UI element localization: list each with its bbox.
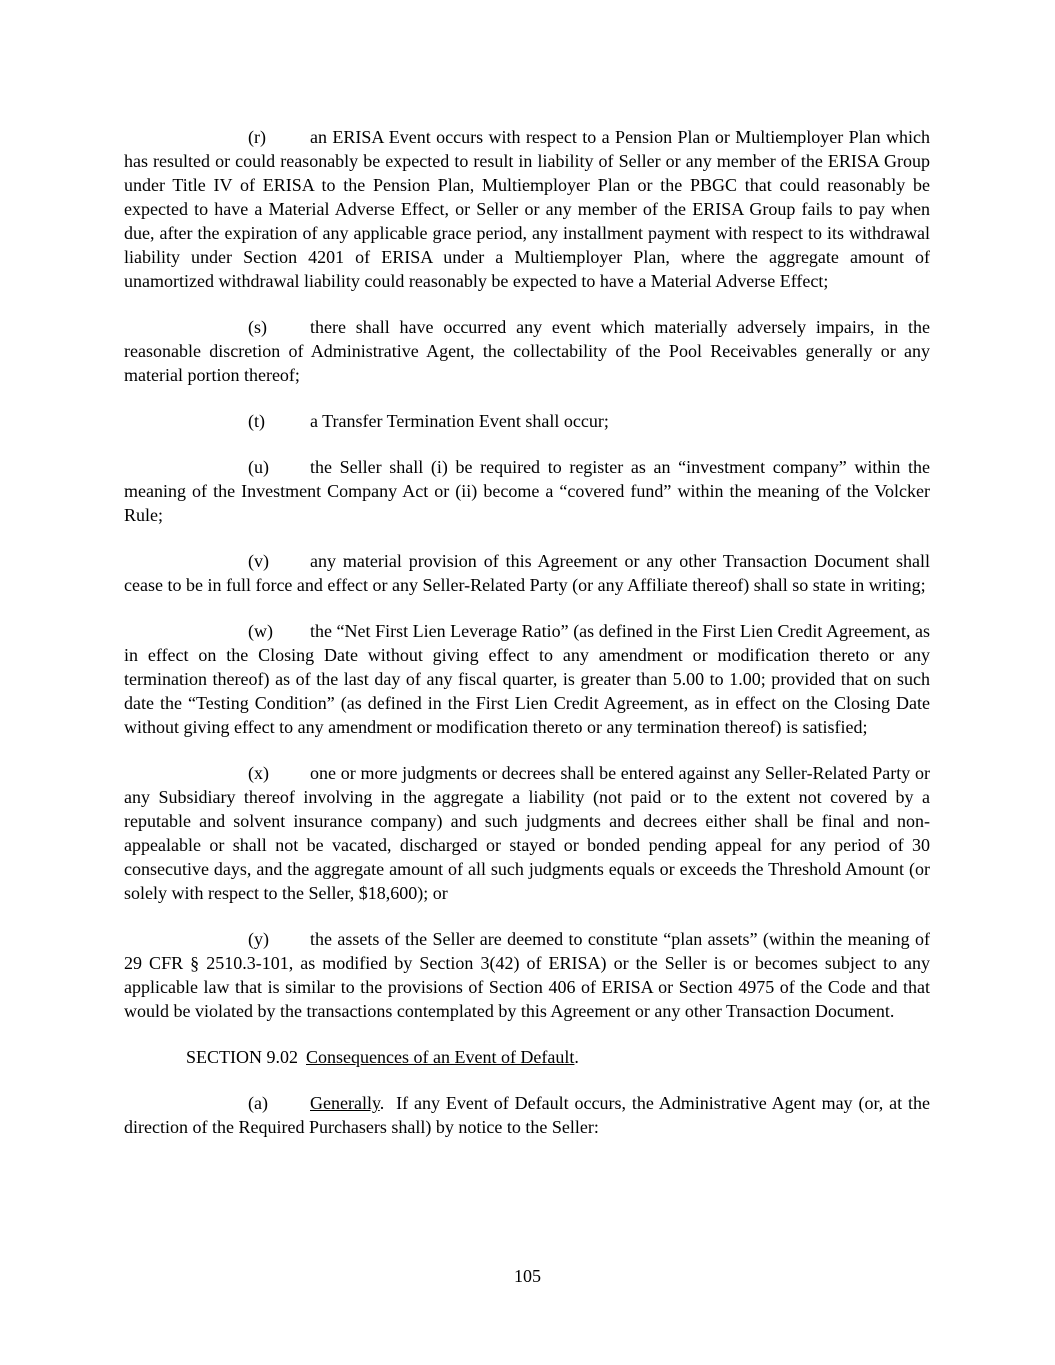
subsection-a: [124, 1091, 930, 1139]
page-number: 105: [514, 1266, 541, 1286]
clause-label: (s): [248, 317, 267, 337]
clause-u: [124, 455, 930, 527]
subsection-heading: Generally: [310, 1093, 380, 1113]
clause-text: one or more judgments or decrees shall be entered against any Seller-Related Party or any Subsidiary thereof involving in the aggregate a liability (not paid or to the extent not covered by a reputable and solvent insurance company) and such judgments and decrees either shall be final and non-appealable or shall not be vacated, discharged or stayed or bonded pending appeal for any period of 30 consecutive days, and the aggregate amount of all such judgments equals or exceeds the Threshold Amount (or solely with respect to the Seller, $18,600); or: [124, 763, 930, 903]
section-title-period: .: [574, 1047, 579, 1067]
clause-text: the assets of the Seller are deemed to constitute “plan assets” (within the meaning of 29 CFR § 2510.3-101, as modified by Section 3(42) of ERISA) or the Seller is or becomes subject to any applicable law that is similar to the provisions of Section 406 of ERISA or Section 4975 of the Code and that would be violated by the transactions contemplated by this Agreement or any other Transaction Document.: [124, 929, 930, 1021]
clause-label: (r): [248, 127, 266, 147]
clause-v: [124, 549, 930, 597]
subsection-heading-period: .: [379, 1093, 385, 1113]
clause-label: (y): [248, 929, 269, 949]
clause-label: (x): [248, 763, 269, 783]
clause-label: (u): [248, 457, 269, 477]
clause-text: the “Net First Lien Leverage Ratio” (as defined in the First Lien Credit Agreement, as in effect on the Closing Date without giving effect to any amendment or modification thereto or any termination thereof) as of the last day of any fiscal quarter, is greater than 5.00 to 1.00; provided that on such date the “Testing Condition” (as defined in the First Lien Credit Agreement, as in effect on the Closing Date without giving effect to any amendment or modification thereto or any termination thereof) is satisfied;: [124, 621, 930, 737]
clause-text: there shall have occurred any event which materially adversely impairs, in the reasonable discretion of Administrative Agent, the collectability of the Pool Receivables generally or any material portion thereof;: [124, 317, 930, 385]
clause-w: [124, 619, 930, 739]
clause-x: [124, 761, 930, 905]
subsection-label: (a): [248, 1093, 268, 1113]
clause-text: the Seller shall (i) be required to register as an “investment company” within the meaning of the Investment Company Act or (ii) become a “covered fund” within the meaning of the Volcker Rule;: [124, 457, 930, 525]
section-number: SECTION 9.02: [186, 1047, 298, 1067]
clause-r: [124, 125, 930, 293]
clause-text: a Transfer Termination Event shall occur;: [310, 411, 609, 431]
section-title: Consequences of an Event of Default: [306, 1047, 575, 1067]
clause-s: [124, 315, 930, 387]
clause-label: (t): [248, 411, 265, 431]
subsection-text: If any Event of Default occurs, the Administrative Agent may (or, at the direction of the Required Purchasers shall) by notice to the Seller:: [124, 1093, 930, 1137]
clause-label: (w): [248, 621, 273, 641]
clause-t: [124, 409, 930, 433]
clause-y: [124, 927, 930, 1023]
section-heading: [124, 1045, 930, 1069]
clause-text: an ERISA Event occurs with respect to a Pension Plan or Multiemployer Plan which has resulted or could reasonably be expected to result in liability of Seller or any member of the ERISA Group under Title IV of ERISA to the Pension Plan, Multiemployer Plan or the PBGC that could reasonably be expected to have a Material Adverse Effect, or Seller or any member of the ERISA Group fails to pay when due, after the expiration of any applicable grace period, any installment payment with respect to its withdrawal liability under Section 4201 of ERISA under a Multiemployer Plan, where the aggregate amount of unamortized withdrawal liability could reasonably be expected to have a Material Adverse Effect;: [124, 127, 930, 291]
clause-text: any material provision of this Agreement or any other Transaction Document shall cease to be in full force and effect or any Seller-Related Party (or any Affiliate thereof) shall so state in writing;: [124, 551, 930, 595]
clause-label: (v): [248, 551, 269, 571]
document-page: [124, 125, 930, 1161]
